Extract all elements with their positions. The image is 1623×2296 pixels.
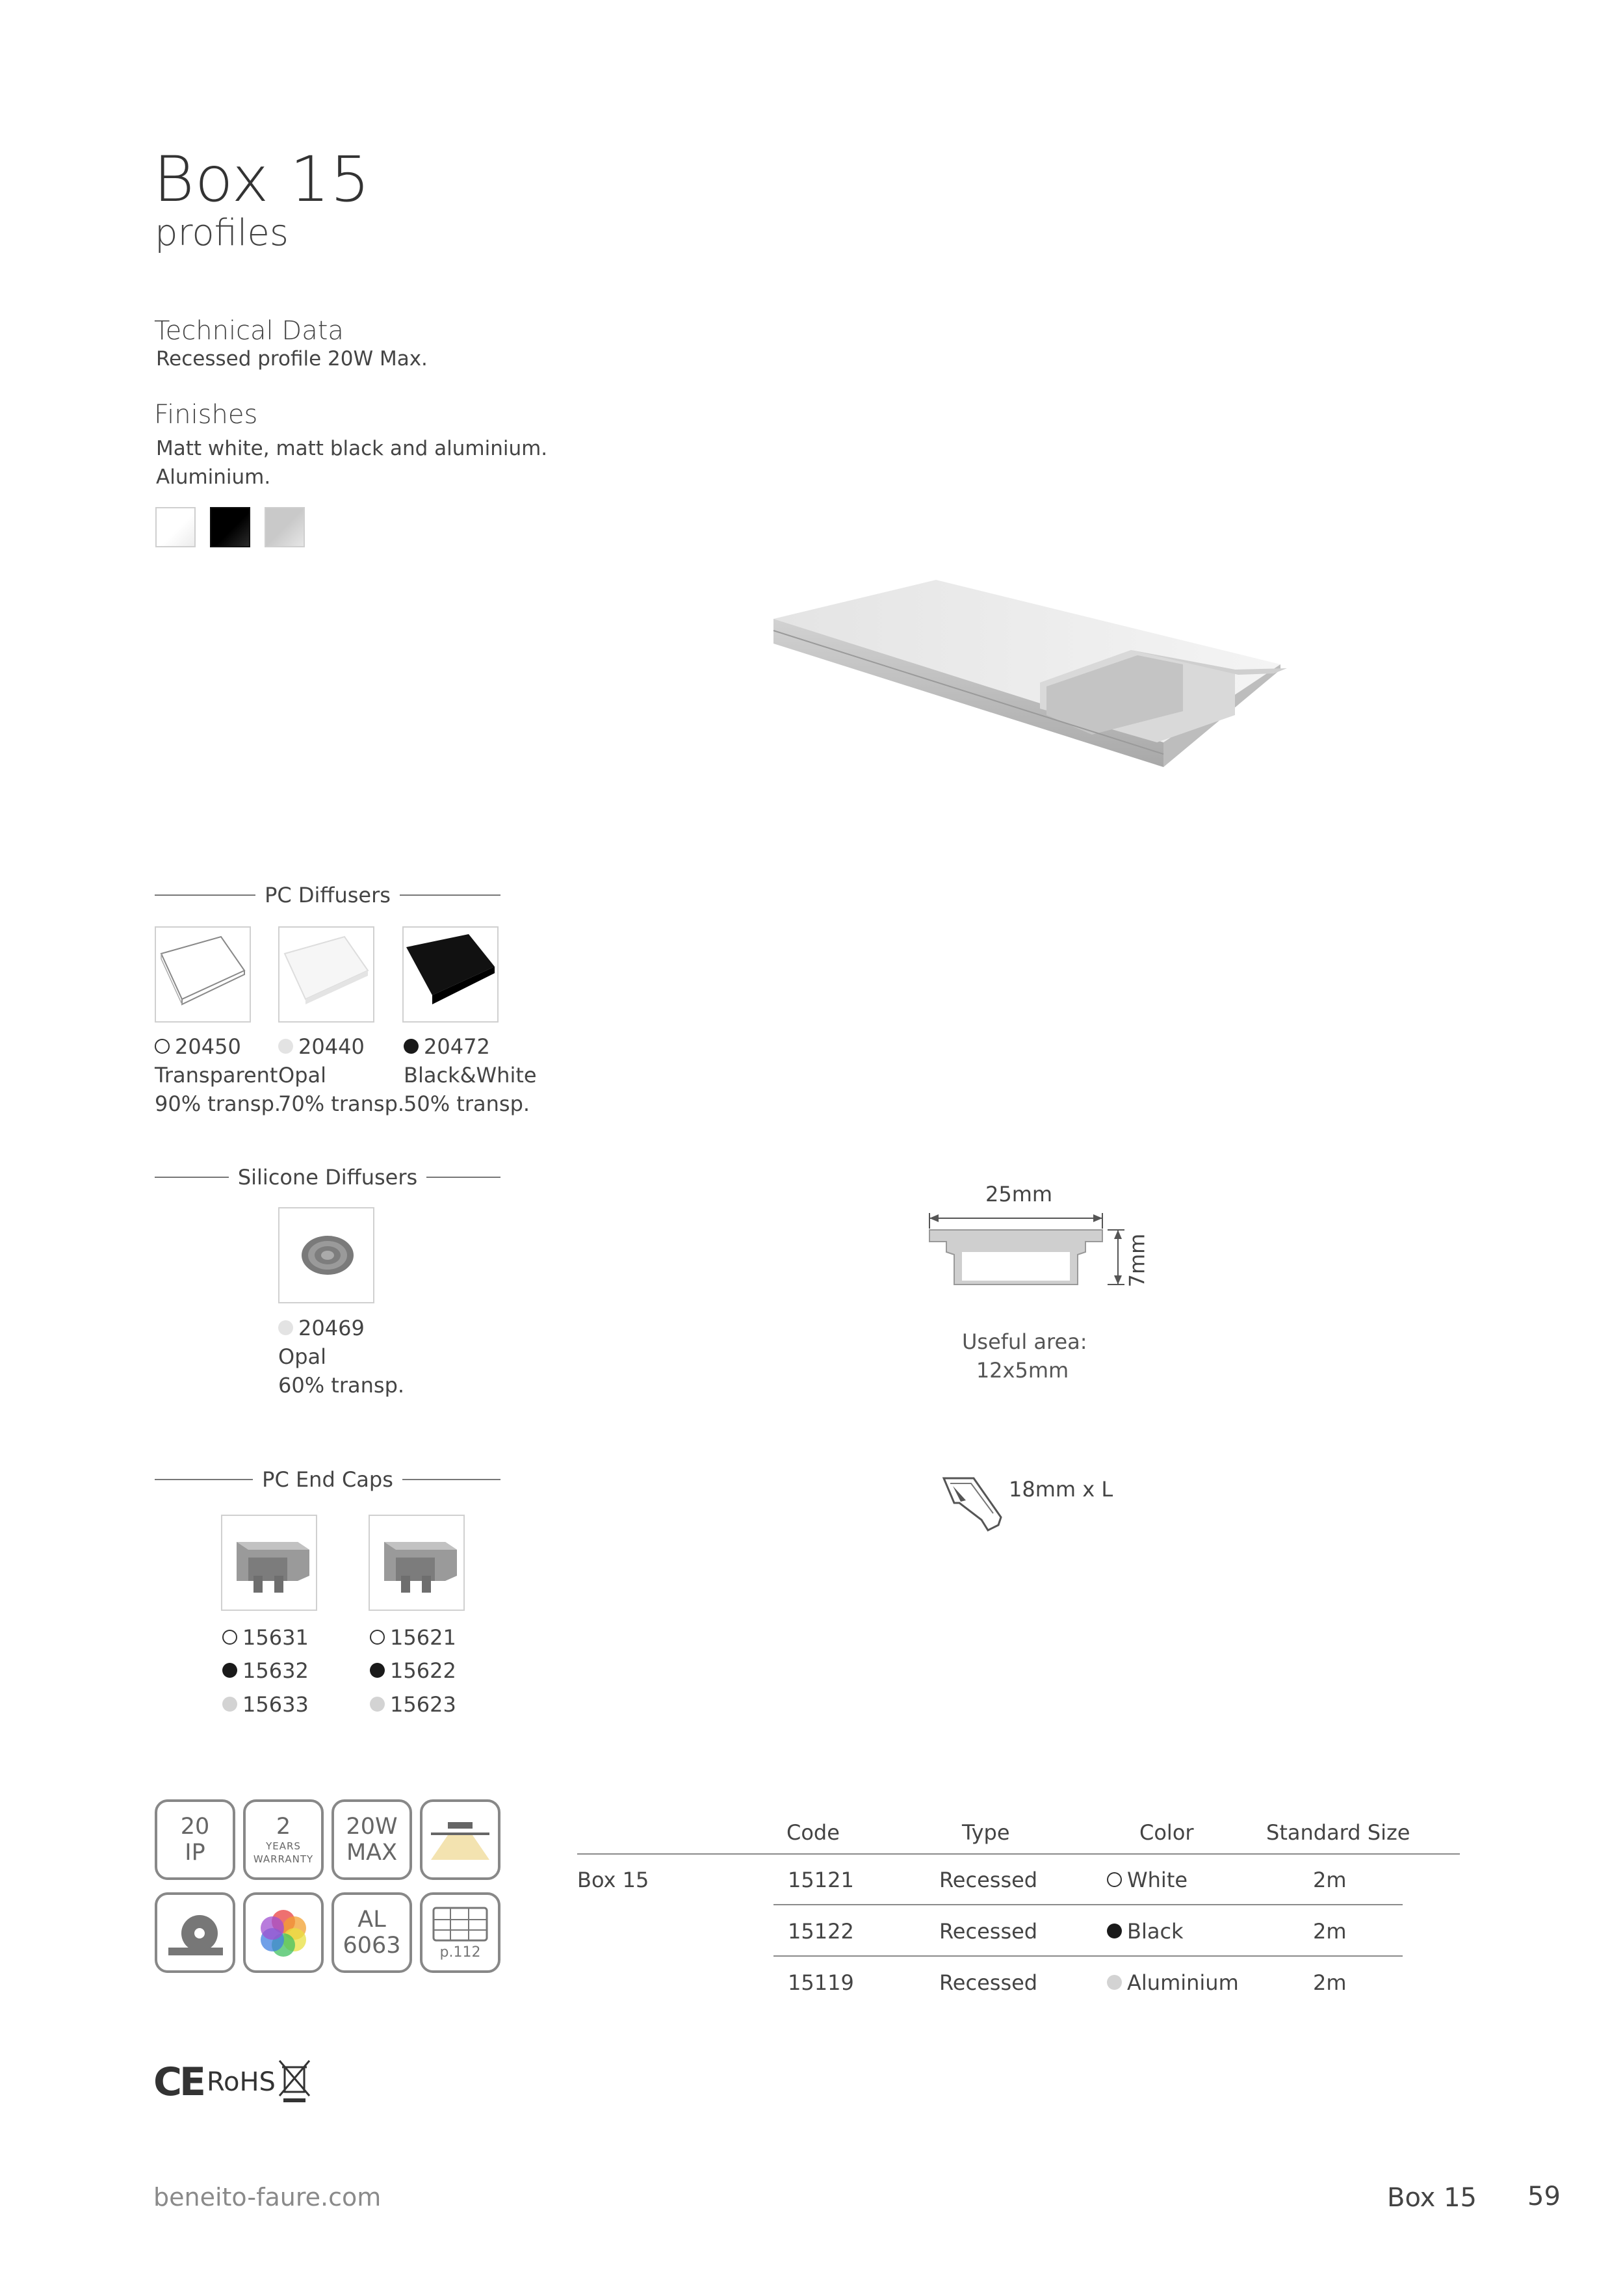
table-header-rule — [577, 1853, 1460, 1855]
diffuser-black-thumb — [402, 926, 499, 1023]
dot-white — [370, 1630, 385, 1645]
page-number: 59 — [1527, 2182, 1561, 2211]
rgb-color-icon — [243, 1892, 324, 1973]
dot-white — [155, 1039, 170, 1054]
max-power-value: 20W — [346, 1814, 398, 1840]
swatch-white — [155, 507, 196, 547]
swatch-black — [210, 507, 250, 547]
dot-black — [222, 1663, 237, 1678]
table-row-rule — [773, 1955, 1403, 1957]
table-cell-code: 15122 — [788, 1919, 854, 1944]
finishes-heading: Finishes — [154, 400, 258, 430]
table-cell-color: White — [1107, 1868, 1188, 1892]
dot-black — [1107, 1924, 1122, 1938]
end-cap-code: 15622 — [370, 1656, 456, 1685]
diffuser-code-20450: 20450 — [155, 1032, 241, 1061]
table-cell-type: Recessed — [939, 1970, 1038, 1995]
ip-rating-label: IP — [185, 1840, 205, 1866]
silicone-diffusers-title: Silicone Diffusers — [237, 1165, 418, 1190]
accessories-page-icon — [420, 1892, 500, 1973]
table-cell-size: 2m — [1313, 1919, 1347, 1944]
silicone-name-20469: Opal — [278, 1344, 326, 1369]
table-header-type: Type — [962, 1820, 1010, 1845]
table-cell-type: Recessed — [939, 1868, 1038, 1892]
aluminium-6063-icon — [331, 1892, 412, 1973]
diffuser-transp-20440: 70% transp. — [278, 1091, 405, 1116]
pc-diffusers-heading — [155, 882, 500, 908]
cut-size-label: 18mm x L — [1009, 1477, 1113, 1502]
table-cell-color: Black — [1107, 1919, 1184, 1944]
table-header-size: Standard Size — [1266, 1820, 1410, 1845]
warranty-line-1: YEARS — [266, 1840, 301, 1852]
end-cap-code: 15621 — [370, 1623, 456, 1652]
dot-grey — [222, 1697, 237, 1712]
rohs-label: RoHS — [207, 2067, 276, 2097]
material-label: AL — [357, 1907, 386, 1933]
table-cell-code: 15121 — [788, 1868, 854, 1892]
ip-rating-value: 20 — [180, 1814, 210, 1840]
page-ref-label: p.112 — [439, 1944, 481, 1961]
silicone-diffuser-thumb — [278, 1207, 374, 1303]
table-product-name: Box 15 — [577, 1868, 649, 1892]
diffuser-transparent-thumb — [155, 926, 251, 1023]
diffuser-code-20440: 20440 — [278, 1032, 365, 1061]
table-row-rule — [773, 1904, 1403, 1905]
warranty-icon — [243, 1799, 324, 1880]
dot-black — [370, 1663, 385, 1678]
diffuser-transp-20472: 50% transp. — [404, 1091, 530, 1116]
max-power-label: MAX — [346, 1840, 398, 1866]
end-cap-code: 15623 — [370, 1690, 456, 1719]
page-title: Box 15 — [153, 143, 371, 216]
silicone-code-20469: 20469 — [278, 1314, 365, 1342]
diffuser-transp-20450: 90% transp. — [155, 1091, 281, 1116]
useful-area-value: 12x5mm — [976, 1358, 1069, 1383]
table-header-code: Code — [786, 1820, 840, 1845]
ce-mark-icon: CE — [153, 2059, 204, 2105]
section-height-label: 7mm — [1124, 1233, 1150, 1288]
technical-data-heading: Technical Data — [154, 316, 344, 346]
dot-white — [222, 1630, 237, 1645]
recessed-light-icon — [420, 1799, 500, 1880]
page-subtitle: profiles — [155, 212, 289, 254]
dot-grey — [1107, 1975, 1122, 1990]
finishes-text-1: Matt white, matt black and aluminium. — [156, 437, 548, 460]
silicone-diffusers-heading — [155, 1164, 500, 1190]
dot-grey — [370, 1697, 385, 1712]
finishes-text-2: Aluminium. — [156, 465, 271, 489]
silicone-transp-20469: 60% transp. — [278, 1373, 405, 1398]
end-cap-code: 15633 — [222, 1690, 309, 1719]
useful-area-label: Useful area: — [962, 1329, 1087, 1354]
table-cell-code: 15119 — [788, 1970, 854, 1995]
diffuser-name-20472: Black&White — [404, 1063, 537, 1088]
profile-product-image — [767, 572, 1300, 787]
table-header-color: Color — [1139, 1820, 1194, 1845]
end-cap-thumb-1 — [221, 1515, 317, 1611]
end-cap-code: 15631 — [222, 1623, 309, 1652]
dot-opal — [278, 1039, 293, 1054]
table-cell-type: Recessed — [939, 1919, 1038, 1944]
material-grade: 6063 — [343, 1933, 401, 1959]
diffuser-opal-thumb — [278, 926, 374, 1023]
warranty-years: 2 — [276, 1814, 291, 1840]
cuttable-saw-icon — [155, 1892, 235, 1973]
website-link[interactable]: beneito-faure.com — [153, 2183, 382, 2211]
diffuser-name-20440: Opal — [278, 1063, 326, 1088]
table-cell-size: 2m — [1313, 1970, 1347, 1995]
table-cell-color: Aluminium — [1107, 1970, 1239, 1995]
dot-black — [404, 1039, 419, 1054]
dot-white — [1107, 1872, 1122, 1887]
end-caps-heading — [155, 1467, 500, 1493]
technical-data-text: Recessed profile 20W Max. — [156, 347, 428, 371]
swatch-aluminium — [265, 507, 305, 547]
end-cap-code: 15632 — [222, 1656, 309, 1685]
ip20-icon — [155, 1799, 235, 1880]
max-power-icon — [331, 1799, 412, 1880]
section-width-label: 25mm — [985, 1182, 1053, 1207]
dot-opal — [278, 1320, 293, 1335]
diffuser-code-20472: 20472 — [404, 1032, 490, 1061]
table-cell-size: 2m — [1313, 1868, 1347, 1892]
weee-bin-icon — [277, 2058, 312, 2104]
recess-cut-icon — [941, 1474, 1006, 1533]
diffuser-name-20450: Transparent — [155, 1063, 278, 1088]
footer-product-name: Box 15 — [1387, 2183, 1477, 2213]
end-caps-title: PC End Caps — [262, 1467, 393, 1492]
end-cap-thumb-2 — [369, 1515, 465, 1611]
pc-diffusers-title: PC Diffusers — [265, 883, 391, 907]
warranty-line-2: WARRANTY — [253, 1853, 314, 1865]
